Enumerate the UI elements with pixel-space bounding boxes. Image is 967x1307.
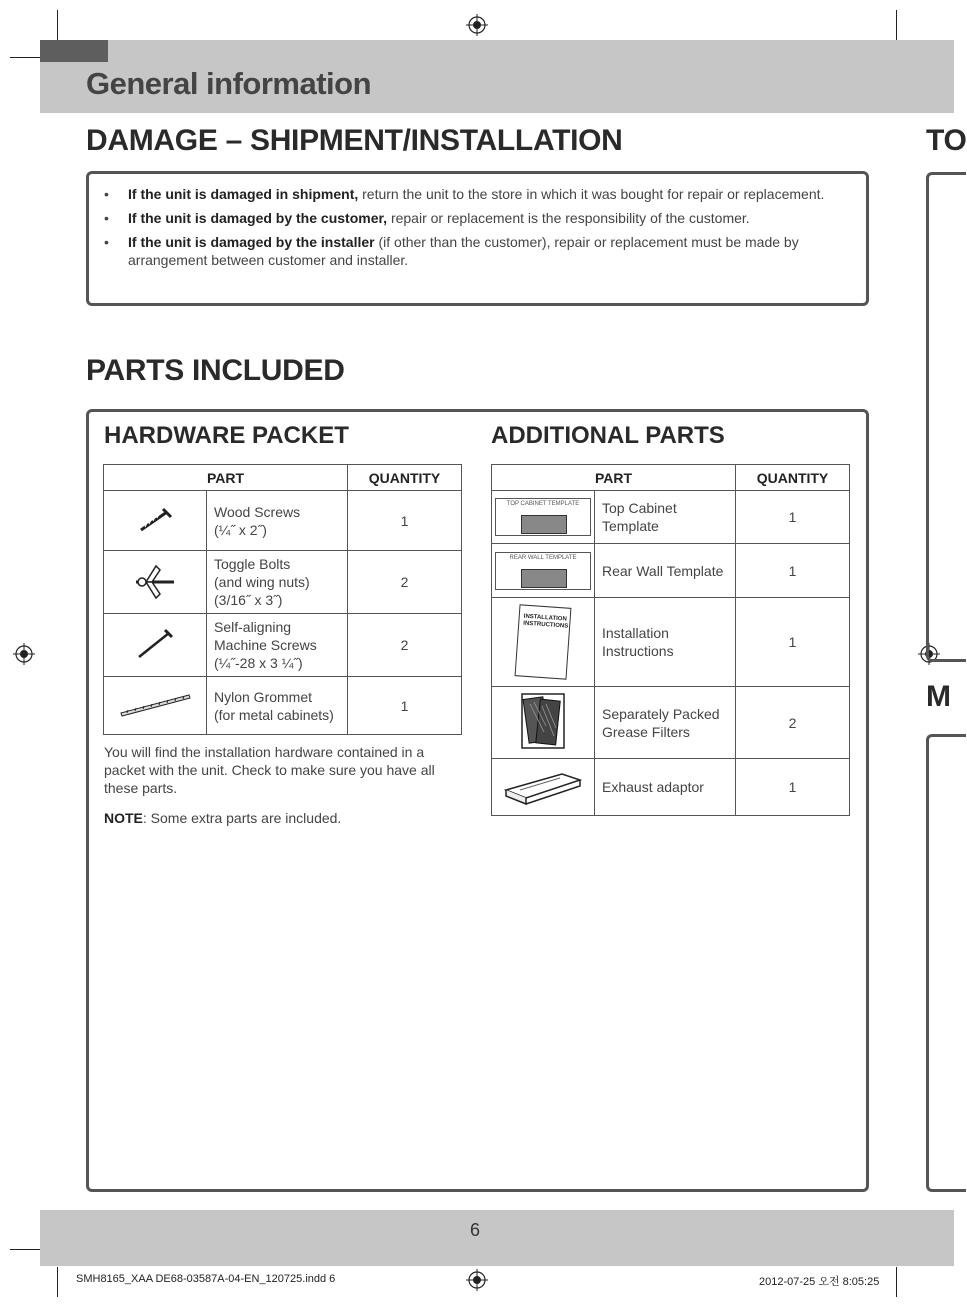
part-name-detail: Machine Screws <box>214 637 317 653</box>
part-image-cell <box>492 759 595 816</box>
quantity-cell: 2 <box>348 551 462 614</box>
machine-screw-icon <box>135 627 175 661</box>
list-item: • If the unit is damaged in shipment, return the unit to the store in which it was bought for repair or replacement. <box>104 186 825 202</box>
part-size: (¼˝ x 2˝) <box>214 521 267 538</box>
footer-band <box>40 1210 954 1266</box>
list-item: • If the unit is damaged by the customer, repair or replacement is the responsibility of the customer. <box>104 210 750 226</box>
quantity-cell: 1 <box>736 544 850 598</box>
part-image-cell <box>492 687 595 759</box>
rear-wall-template-icon <box>495 552 591 590</box>
next-page-heading: TO <box>926 124 967 157</box>
part-size: (3/16˝ x 3˝) <box>214 592 283 608</box>
table-row <box>492 687 850 759</box>
next-page-heading: M <box>926 680 951 713</box>
part-desc-cell <box>207 551 348 614</box>
page-title: General information <box>86 66 372 101</box>
crop-mark <box>896 1267 897 1297</box>
part-name-detail: (for metal cabinets) <box>214 706 334 723</box>
exhaust-adaptor-icon <box>502 766 584 806</box>
quantity-cell: 1 <box>736 491 850 544</box>
part-desc-cell <box>207 677 348 735</box>
crop-mark <box>57 10 58 40</box>
table-row <box>104 551 462 614</box>
part-name: Top Cabinet <box>602 500 677 516</box>
col-header-part: PART <box>104 465 348 491</box>
grease-filters-icon <box>520 692 566 750</box>
top-cabinet-template-icon <box>495 498 591 536</box>
part-desc-cell <box>595 687 736 759</box>
damage-title: DAMAGE – SHIPMENT/INSTALLATION <box>86 124 623 157</box>
registration-mark-icon <box>13 643 35 665</box>
table-header-row <box>492 465 850 491</box>
damage-list <box>104 185 844 275</box>
quantity-cell: 1 <box>348 491 462 551</box>
crop-mark <box>896 10 897 40</box>
quantity-cell: 2 <box>348 614 462 677</box>
additional-title: ADDITIONAL PARTS <box>491 422 725 449</box>
footer-timestamp: 2012-07-25 오전 8:05:25 <box>759 1276 880 1288</box>
col-header-quantity: QUANTITY <box>348 465 462 491</box>
part-name: Exhaust adaptor <box>602 779 704 795</box>
crop-mark <box>57 1267 58 1297</box>
table-row <box>492 598 850 687</box>
note-line <box>104 809 464 827</box>
part-desc-cell <box>595 544 736 598</box>
part-name: Separately Packed <box>602 705 720 722</box>
part-size: (¼˝-28 x 3 ¼˝) <box>214 655 303 671</box>
table-row <box>492 544 850 598</box>
col-header-quantity: QUANTITY <box>736 465 850 491</box>
bullet-text: repair or replacement is the responsibility of the customer. <box>387 210 750 226</box>
hardware-note-text: You will find the installation hardware contained in a packet with the unit. Check to make sure you have all these parts. <box>104 744 435 796</box>
quantity-cell: 1 <box>348 677 462 735</box>
table-row <box>104 614 462 677</box>
bullet-text: (if other than the customer), repair or replacement must be made by arrangement between customer and installer. <box>128 234 799 268</box>
next-page-box <box>926 172 966 662</box>
parts-title: PARTS INCLUDED <box>86 354 345 387</box>
page-number: 6 <box>470 1220 481 1240</box>
quantity-cell: 2 <box>736 687 850 759</box>
quantity-cell: 1 <box>736 598 850 687</box>
toggle-bolt-icon <box>132 562 178 600</box>
part-name-detail: Template <box>602 518 659 534</box>
part-name: Installation <box>602 625 669 641</box>
part-name: Self-aligning <box>214 619 292 635</box>
registration-mark-icon <box>466 1269 488 1291</box>
col-header-part: PART <box>492 465 736 491</box>
registration-mark-icon <box>466 14 488 36</box>
part-image-cell <box>492 491 595 544</box>
part-image-cell <box>492 544 595 598</box>
next-page-box <box>926 734 966 1192</box>
bullet-bold: If the unit is damaged by the installer <box>128 234 375 250</box>
wood-screw-icon <box>135 504 175 534</box>
table-header-row <box>104 465 462 491</box>
header-tab <box>40 40 108 62</box>
crop-mark <box>10 1249 40 1250</box>
hardware-note <box>104 743 464 827</box>
additional-table <box>491 464 850 816</box>
part-image-cell <box>104 491 207 551</box>
table-row <box>492 759 850 816</box>
part-desc-cell <box>207 614 348 677</box>
bullet-bold: If the unit is damaged by the customer, <box>128 210 388 226</box>
hardware-title: HARDWARE PACKET <box>104 422 349 449</box>
part-desc-cell <box>595 491 736 544</box>
table-row <box>104 677 462 735</box>
template-label: TOP CABINET TEMPLATE <box>506 501 580 507</box>
part-image-cell <box>104 677 207 735</box>
note-label: NOTE <box>104 810 143 826</box>
part-desc-cell <box>207 491 348 551</box>
part-name: Wood Screws <box>214 503 301 520</box>
table-row <box>104 491 462 551</box>
note-text: : Some extra parts are included. <box>142 810 342 826</box>
part-image-cell <box>104 551 207 614</box>
list-item: • If the unit is damaged by the installer (if other than the customer), repair or replacement must be made by arrangement between customer and installer. <box>104 234 799 268</box>
booklet-label: INSTALLATION INSTRUCTIONS <box>523 613 569 630</box>
part-name-detail: (and wing nuts) <box>214 574 310 590</box>
quantity-cell: 1 <box>736 759 850 816</box>
part-name: Nylon Grommet <box>214 688 313 705</box>
part-image-cell <box>492 598 595 687</box>
part-name-detail: Instructions <box>602 643 674 659</box>
table-row <box>492 491 850 544</box>
part-name-detail: Grease Filters <box>602 723 690 740</box>
hardware-table <box>103 464 462 735</box>
bullet-text: return the unit to the store in which it was bought for repair or replacement. <box>358 186 825 202</box>
installation-instructions-icon <box>515 604 572 679</box>
template-label: REAR WALL TEMPLATE <box>509 554 577 561</box>
footer-filename: SMH8165_XAA DE68-03587A-04-EN_120725.indd 6 <box>76 1273 336 1285</box>
crop-mark <box>10 57 40 58</box>
nylon-grommet-icon <box>117 689 193 719</box>
part-image-cell <box>104 614 207 677</box>
part-name: Toggle Bolts <box>214 556 291 572</box>
part-desc-cell <box>595 759 736 816</box>
part-desc-cell <box>595 598 736 687</box>
bullet-bold: If the unit is damaged in shipment, <box>128 186 359 202</box>
part-name: Rear Wall Template <box>602 562 724 579</box>
